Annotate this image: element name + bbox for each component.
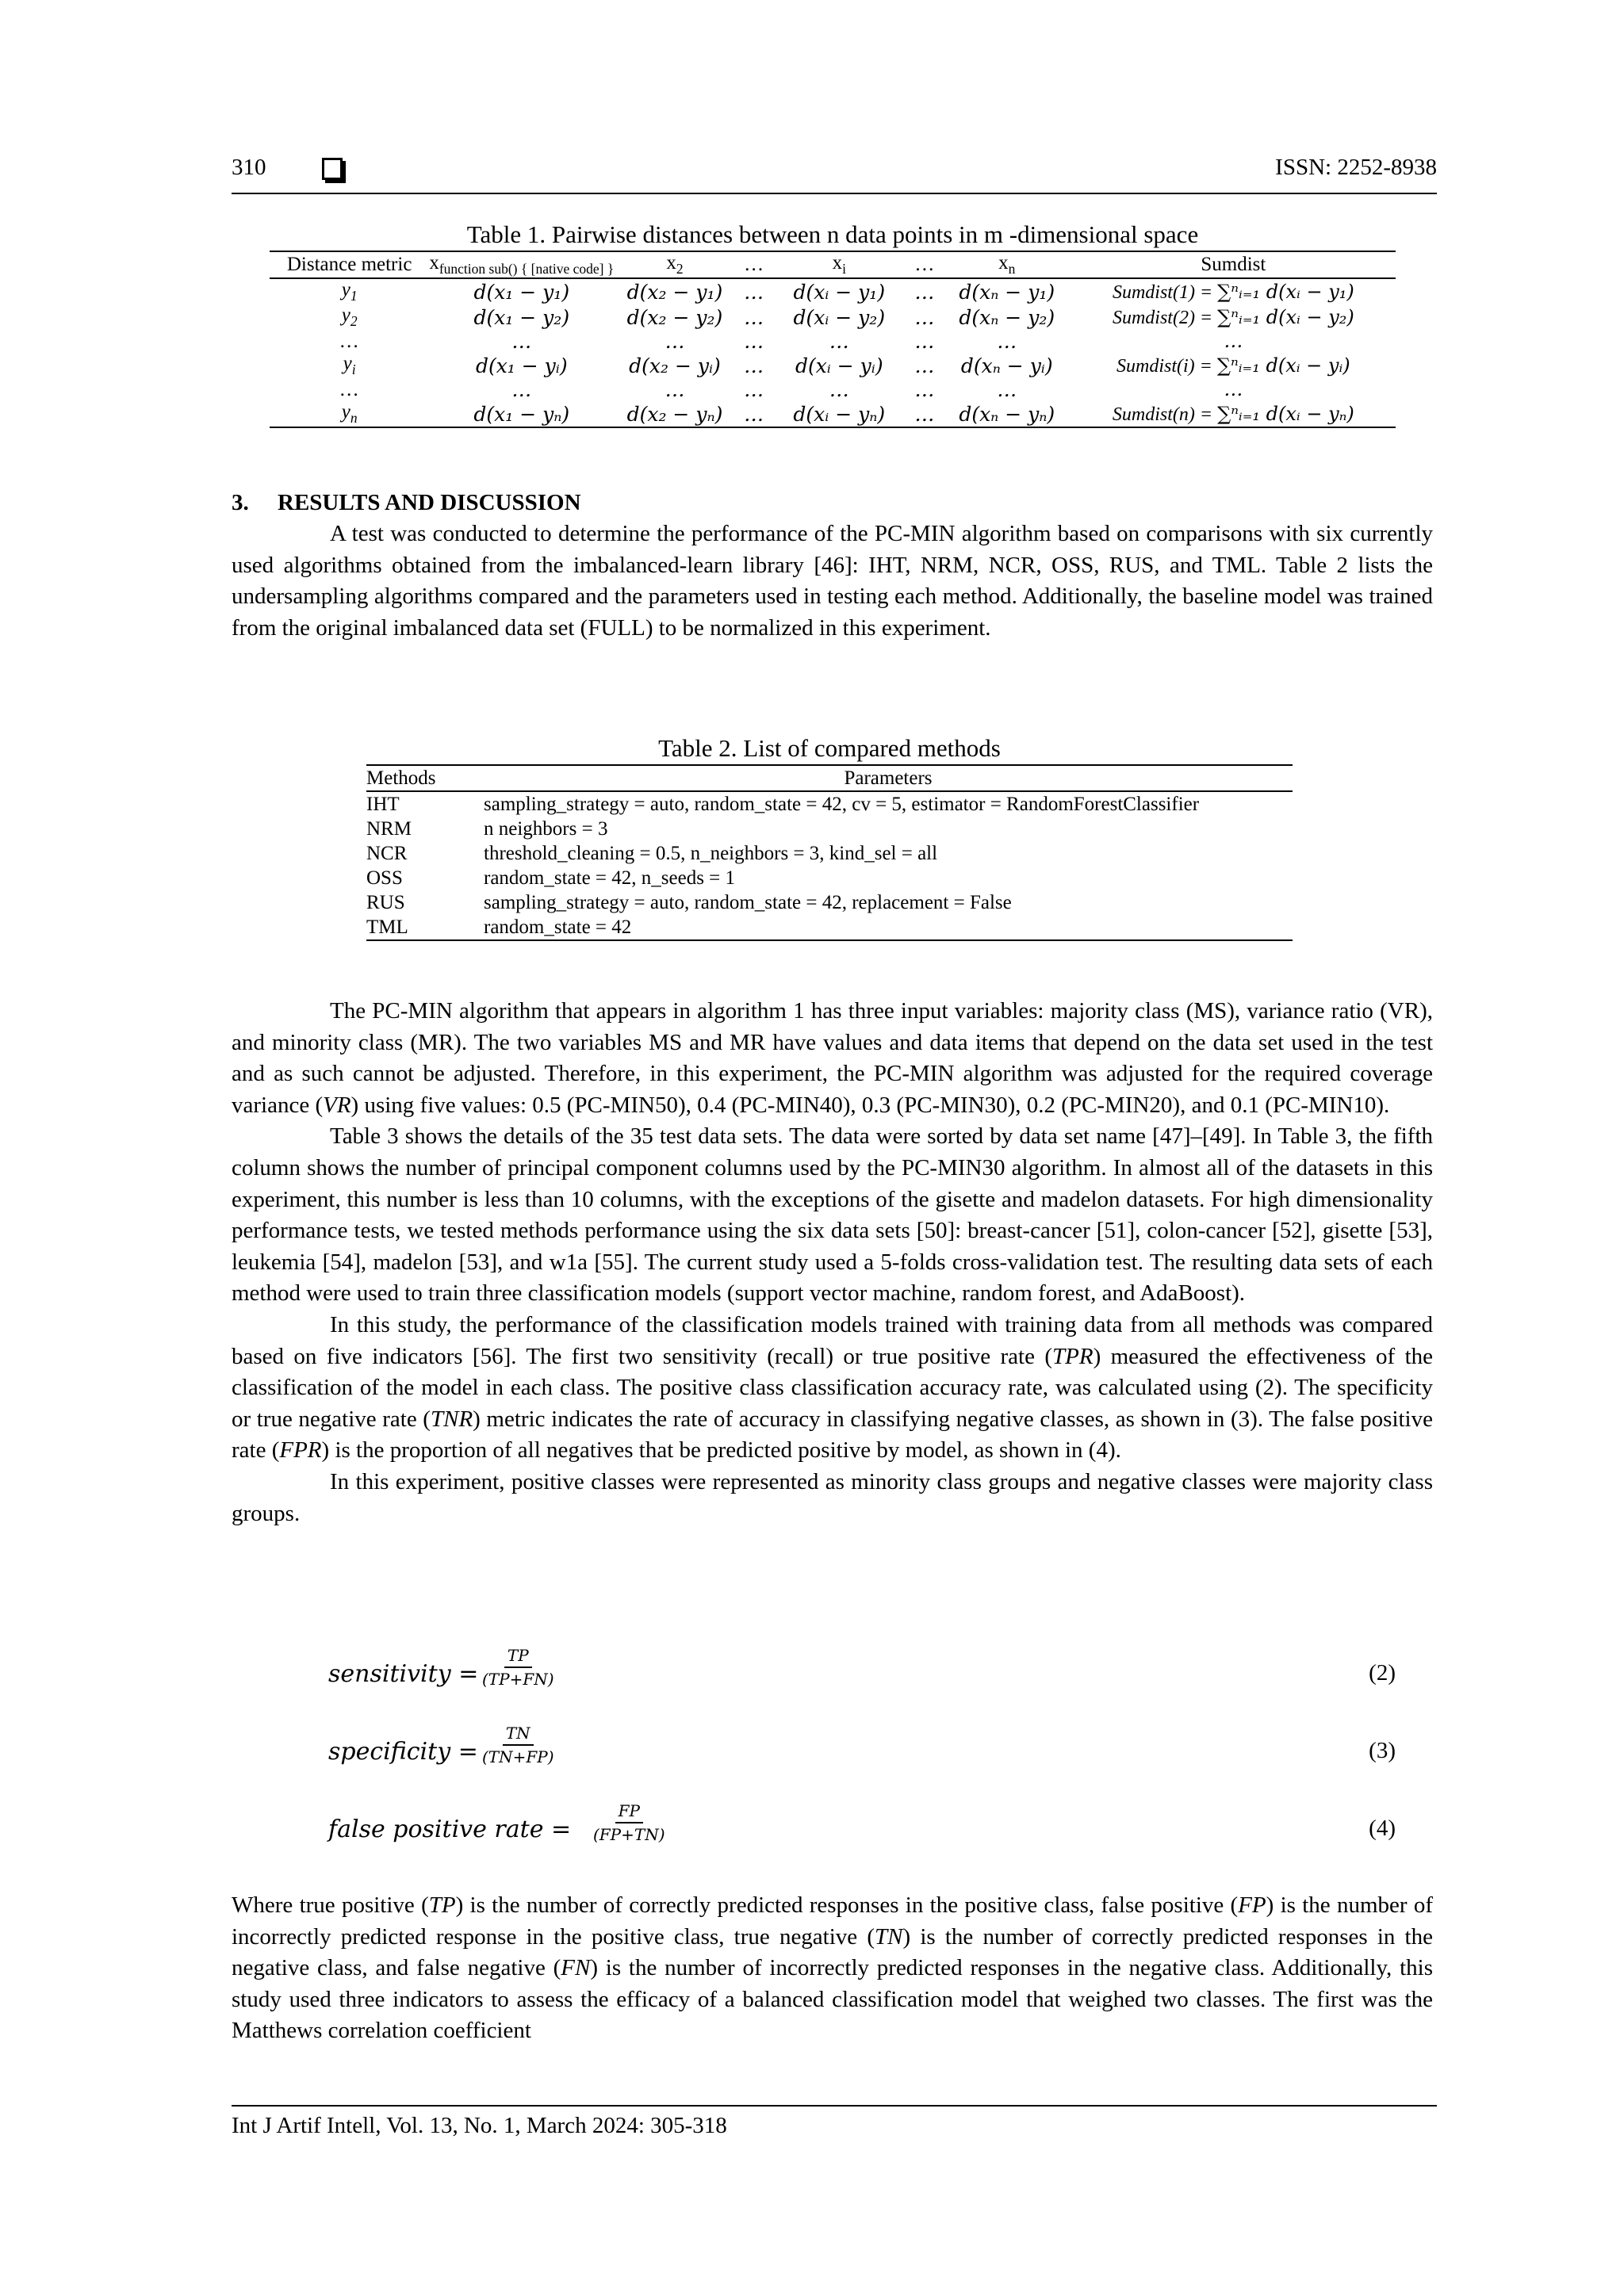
table2-method-cell: RUS	[366, 891, 405, 913]
table2	[366, 764, 1293, 941]
table1-sumdist-cell: Sumdist(n) = ∑ⁿᵢ₌₁ d(xᵢ − yₙ)	[1071, 401, 1396, 427]
table1-cell: …	[914, 305, 935, 329]
equation-false-positive-rate: false positive rate = $\frac{FP}{(FP+TN)}$ (4)	[328, 1801, 1396, 1844]
table1-cell: …	[744, 354, 764, 377]
table2-row	[366, 890, 1293, 915]
table1-cell: …	[914, 378, 935, 401]
table1-cell: d(xₙ − y₂)	[959, 305, 1055, 329]
section-heading: 3. RESULTS AND DISCUSSION	[232, 490, 581, 515]
table2-row	[366, 817, 1293, 841]
table1-cell: …	[736, 401, 772, 427]
table1-header: Sumdist	[1071, 251, 1396, 278]
table2-header-row	[366, 765, 1293, 791]
table1-cell: …	[744, 378, 764, 401]
table1-cell: …	[340, 330, 358, 352]
table1-cell: …	[744, 305, 764, 329]
paragraph-3: Table 3 shows the details of the 35 test data sets. The data were sorted by data set name [47]–[49]. In Table 3, the fifth column shows the number of principal component columns used by the PC-MIN30 algorithm. In almost all of the datasets in this experiment, this number is less than 10 columns, with the exceptions of the gisette and madelon datasets. For high dimensionality performance tests, we tested methods performance using the six data sets [50]: breast-cancer [51], colon-cancer [52], gisette [53], leukemia [54], madelon [53], and w1a [55]. The current study used a 5-folds cross-validation test. The resulting data sets of each method were used to train three classification models (support vector machine, random forest, and AdaBoost).	[232, 1123, 1433, 1307]
table1-cell: d(x₂ − yₙ)	[614, 401, 736, 427]
table1-cell: d(xₙ − y₁)	[959, 280, 1055, 304]
paragraph-2: The PC-MIN algorithm that appears in algorithm 1 has three input variables: majority class (MS), variance ratio (VR), and minority class (MR). The two variables MS and MR have values and data items that depend on the data set used in the test and as such cannot be adjusted. Therefore, in this experiment, the PC-MIN algorithm was adjusted for the required coverage variance (VR) using five values: 0.5 (PC-MIN50), 0.4 (PC-MIN40), 0.3 (PC-MIN30), 0.2 (PC-MIN20), and 0.1 (PC-MIN10).	[232, 998, 1433, 1118]
table1-cell: …	[997, 330, 1017, 353]
table1-row	[270, 278, 1396, 304]
table1-row	[270, 378, 1396, 401]
table2-row	[366, 841, 1293, 866]
table1-cell: …	[511, 330, 532, 353]
table2-method-cell: IHT	[366, 793, 400, 815]
issn: ISSN: 2252-8938	[1275, 155, 1437, 180]
table1-cell: …	[914, 330, 935, 353]
footer-rule	[232, 2105, 1437, 2107]
table1-cell: …	[997, 378, 1017, 401]
table1-sumdist-cell: Sumdist(1) = ∑ⁿᵢ₌₁ d(xᵢ − y₁)	[1112, 280, 1354, 303]
table2-row	[366, 791, 1293, 817]
table1-cell: d(x₁ − yₙ)	[429, 401, 614, 427]
table2-method-cell: OSS	[366, 867, 403, 889]
table1	[270, 251, 1396, 428]
paragraph-5: In this experiment, positive classes were represented as minority class groups and negative classes were majority class groups.	[232, 1468, 1433, 1526]
table1-cell: …	[665, 378, 685, 401]
table1-cell: d(xₙ − yₙ)	[943, 401, 1071, 427]
table1-sumdist-cell: Sumdist(2) = ∑ⁿᵢ₌₁ d(xᵢ − y₂)	[1112, 305, 1354, 328]
table2-parameters-cell: threshold_cleaning = 0.5, n_neighbors = 3, kind_sel = all	[484, 842, 938, 864]
table2-row	[366, 866, 1293, 890]
table2-parameters-cell: n neighbors = 3	[484, 817, 608, 840]
table2-row	[366, 915, 1293, 940]
paragraph-1: A test was conducted to determine the performance of the PC-MIN algorithm based on comparisons with six currently used algorithms obtained from the imbalanced-learn library [46]: IHT, NRM, NCR, OSS, RUS, and TML. Table 2 lists the undersampling algorithms compared and the parameters used in testing each method. Additionally, the baseline model was trained from the original imbalanced data set (FULL) to be normalized in this experiment.	[232, 521, 1433, 641]
table1-cell: d(xₙ − yᵢ)	[960, 354, 1053, 377]
body-paragraphs	[232, 996, 1433, 1529]
table1-cell: d(xᵢ − yᵢ)	[795, 354, 883, 377]
table2-method-cell: NRM	[366, 817, 412, 840]
table1-cell: d(x₁ − y₂)	[473, 305, 570, 329]
equation-sensitivity: sensitivity = $\frac{TP}{(TP+FN)}$ (2)	[328, 1646, 1396, 1689]
table1-cell: d(x₂ − y₁)	[626, 280, 723, 304]
equation-specificity: specificity = $\frac{TN}{(TN+FP)}$ (3)	[328, 1724, 1396, 1766]
table1-row	[270, 401, 1396, 427]
table1-cell: d(x₁ − y₁)	[473, 280, 570, 304]
paragraph-6: Where true positive (TP) is the number of correctly predicted responses in the positive class, false positive (FP) is the number of incorrectly predicted response in the positive class, true negative (TN) is the number of correctly predicted responses in the negative class, and false negative (FN) is the number of incorrectly predicted responses in the negative class. Additionally, this study used three indicators to assess the efficacy of a balanced classification model that weighed two classes. The first was the Matthews correlation coefficient	[232, 1892, 1434, 2044]
table2-parameters-cell: sampling_strategy = auto, random_state = 42, replacement = False	[484, 891, 1012, 913]
table1-cell: …	[906, 401, 943, 427]
table1-cell: $y_i$	[343, 353, 356, 377]
table2-parameters-cell: random_state = 42	[484, 915, 1293, 940]
table1-cell: …	[744, 280, 764, 304]
table1-cell: $y_n$	[270, 401, 429, 427]
table1-cell: …	[829, 330, 849, 353]
table1-cell: $y_2$	[341, 304, 358, 329]
table1-cell: …	[340, 378, 358, 400]
table2-method-cell: TML	[366, 915, 484, 940]
table1-cell: d(xᵢ − y₂)	[793, 305, 886, 329]
table1-row	[270, 353, 1396, 378]
table1-cell: d(x₂ − yᵢ)	[629, 354, 721, 377]
table1-header: …	[906, 251, 943, 278]
table1-sumdist-cell: Sumdist(i) = ∑ⁿᵢ₌₁ d(xᵢ − yᵢ)	[1116, 354, 1350, 377]
table1-cell: …	[665, 330, 685, 353]
table1-cell: …	[914, 280, 935, 304]
table1-header-row	[270, 251, 1396, 278]
table2-parameters-cell: random_state = 42, n_seeds = 1	[484, 867, 736, 889]
table1-header: $x_n$	[943, 251, 1071, 278]
table1-header: $x_{function sub() \{ [native code] \}}$	[429, 252, 615, 277]
table1-row	[270, 330, 1396, 353]
table1-row	[270, 304, 1396, 330]
box-icon	[322, 158, 343, 184]
table1-cell: …	[744, 330, 764, 353]
table1-sumdist-cell: …	[1224, 378, 1243, 400]
table1-cell: d(x₁ − yᵢ)	[475, 354, 568, 377]
table1-cell: d(x₂ − y₂)	[626, 305, 723, 329]
table1-header: Distance metric	[270, 251, 429, 278]
table1-cell: $y_1$	[341, 279, 358, 304]
table2-header: Methods	[366, 765, 484, 791]
table1-sumdist-cell: …	[1224, 330, 1243, 352]
table1-cell: …	[829, 378, 849, 401]
footer-citation: Int J Artif Intell, Vol. 13, No. 1, March 2024: 305-318	[232, 2113, 727, 2138]
table2-header: Parameters	[484, 765, 1293, 791]
table1-header: $x_2$	[614, 251, 736, 278]
table1-cell: d(xᵢ − y₁)	[793, 280, 886, 304]
table2-caption: Table 2. List of compared methods	[658, 734, 1001, 762]
table2-parameters-cell: sampling_strategy = auto, random_state = 42, cv = 5, estimator = RandomForestClassifier	[484, 793, 1200, 815]
table1-cell: …	[914, 354, 935, 377]
header-rule	[232, 193, 1437, 194]
table1-caption: Table 1. Pairwise distances between n data points in m -dimensional space	[466, 220, 1199, 248]
table1-cell: …	[511, 378, 532, 401]
table2-method-cell: NCR	[366, 842, 408, 864]
table1-cell: d(xᵢ − yₙ)	[772, 401, 906, 427]
paragraph-4: In this study, the performance of the classification models trained with training data from all methods was compared based on five indicators [56]. The first two sensitivity (recall) or true positive rate (TPR) measured the effectiveness of the classification of the model in each class. The positive class classification accuracy rate, was calculated using (2). The specificity or true negative rate (TNR) metric indicates the rate of accuracy in classifying negative classes, as shown in (3). The false positive rate (FPR) is the proportion of all negatives that be predicted positive by model, as shown in (4).	[232, 1311, 1433, 1464]
table1-header: $x_i$	[772, 251, 906, 278]
table1-header: …	[736, 251, 772, 278]
page-number: 310	[232, 155, 266, 180]
